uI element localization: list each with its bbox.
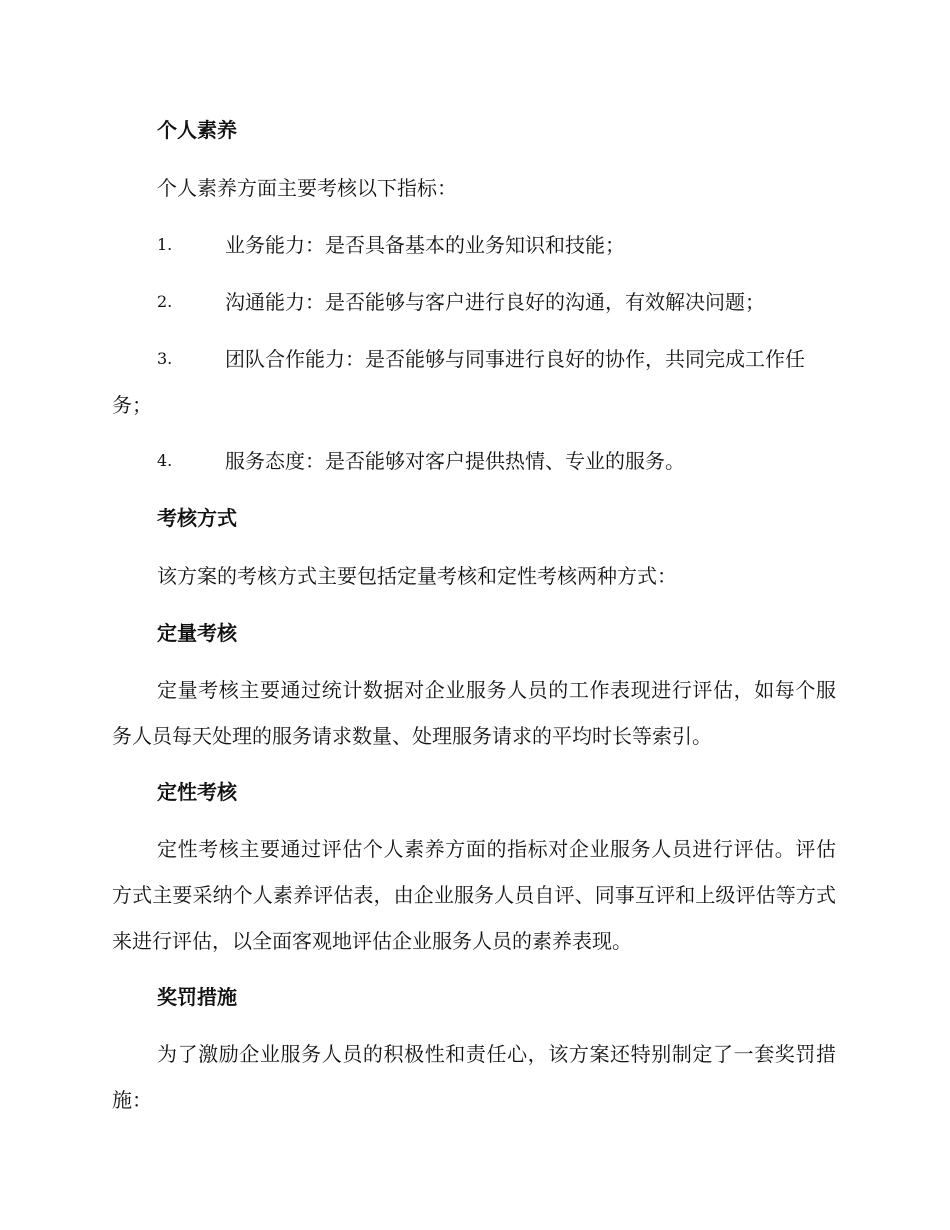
list-number: 2.	[157, 292, 173, 311]
section-heading-quantitative: 定量考核	[157, 621, 237, 645]
list-number: 3.	[157, 349, 173, 368]
section-heading-qualitative: 定性考核	[157, 780, 237, 804]
list-number: 1.	[157, 235, 173, 254]
section-heading-method: 考核方式	[157, 506, 237, 530]
list-item	[112, 438, 836, 484]
list-text: 团队合作能力：是否能够与同事进行良好的协作，共同完成工作任务；	[112, 347, 805, 417]
method-intro: 该方案的考核方式主要包括定量考核和定性考核两种方式：	[157, 564, 677, 588]
list-item	[112, 279, 836, 325]
qualitative-body: 定性考核主要通过评估个人素养方面的指标对企业服务人员进行评估。评估方式主要采纳个人素养评估表，由企业服务人员自评、同事互评和上级评估等方式来进行评估，以全面客观地评估企业服务人员的素养表现。	[112, 837, 836, 953]
list-text: 服务态度：是否能够对客户提供热情、专业的服务。	[225, 449, 685, 473]
section-heading-rewards: 奖罚措施	[157, 985, 237, 1009]
list-text: 沟通能力：是否能够与客户进行良好的沟通，有效解决问题；	[225, 290, 765, 314]
quantitative-body: 定量考核主要通过统计数据对企业服务人员的工作表现进行评估，如每个服务人员每天处理的服务请求数量、处理服务请求的平均时长等索引。	[112, 678, 836, 748]
list-number: 4.	[157, 451, 173, 470]
list-item	[112, 336, 836, 428]
list-item	[112, 222, 836, 268]
list-text: 业务能力：是否具备基本的业务知识和技能；	[225, 233, 625, 257]
section-heading-personal: 个人素养	[157, 118, 237, 142]
rewards-body: 为了激励企业服务人员的积极性和责任心，该方案还特别制定了一套奖罚措施：	[112, 1042, 836, 1112]
personal-intro: 个人素养方面主要考核以下指标：	[157, 176, 457, 200]
